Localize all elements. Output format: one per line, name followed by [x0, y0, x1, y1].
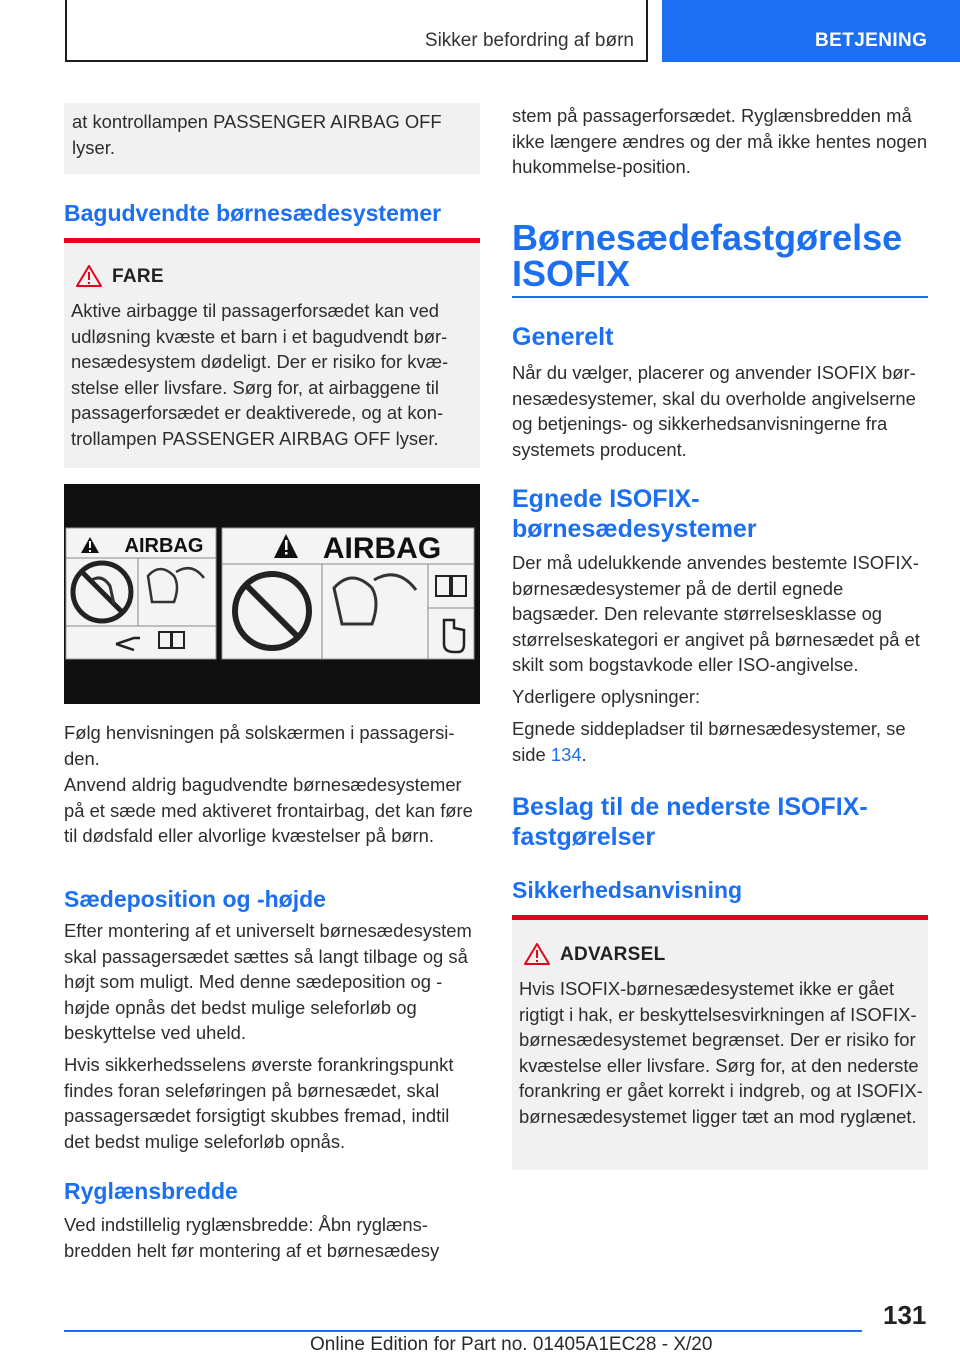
chapter-title: Sikker befordring af børn	[424, 30, 634, 51]
header-chapter-box	[65, 0, 648, 62]
paragraph-reference	[512, 716, 928, 767]
heading-mount-line1: Beslag til de nederste ISOFIX-	[512, 793, 868, 821]
section-title: BETJENING	[815, 30, 928, 51]
heading-mount-line2: fastgørelser	[512, 823, 656, 851]
airbag-label-image	[64, 484, 480, 704]
airbag-label-large-text: AIRBAG	[322, 532, 442, 565]
heading-safety: Sikkerhedsanvisning	[512, 877, 743, 903]
paragraph-position-2: Hvis sikkerhedsselens øverste forankringspunkt findes foran seleføringen på børnesædet, skal passagersædet forsigtigt skubbes fremad, indtil det bedst mulige seleforløb opnås.	[64, 1054, 454, 1152]
danger-text: Aktive airbagge til passagerforsædet kan ved udløsning kvæste et barn i et bagudvendt børnesædesystem dødeligt. Der er risiko for kvæstelse eller livsfare. Sørg for, at airbaggene til passagerforsædet er deaktiverede, og at kontrollampen PASSENGER AIRBAG OFF lyser.	[71, 300, 449, 449]
chapter-heading-line2: ISOFIX	[512, 253, 631, 294]
chapter-heading-rule	[512, 296, 928, 298]
warning-label: ADVARSEL	[560, 944, 666, 965]
warning-text: Hvis ISOFIX-børnesædesystemet ikke er gået rigtigt i hak, er beskyttelsesvirkningen af ISOFIX-børnesædesystemet begrænset. Der er risiko for kvæstelse eller livsfare. Sørg for, at den nederste forankring er gået korrekt i indgreb, og at ISOFIX-børnesædesystemet ligger tæt an mod ryglænet.	[519, 978, 923, 1127]
paragraph-general: Når du vælger, placerer og anvender ISOFIX børnesædesystemer, skal du overholde angivelserne og betjenings- og sikkerhedsanvisningerne fra systemets producent.	[512, 362, 916, 460]
heading-seat-position: Sædeposition og -højde	[64, 886, 326, 912]
warning-box	[512, 920, 928, 1170]
airbag-warning-label-illustration	[64, 484, 480, 704]
danger-label: FARE	[112, 266, 164, 287]
heading-suitable-line2: børnesædesystemer	[512, 515, 757, 543]
paragraph-never: Anvend aldrig bagudvendte børnesædesystemer på et sæde med aktiveret frontairbag, det kan føre til dødsfald eller alvorlige kvæstelser på børn.	[64, 774, 473, 846]
paragraph-backrest: Ved indstillelig ryglænsbredde: Åbn ryglænsbredden helt før montering af et børnesædesy	[64, 1214, 440, 1261]
footer-edition: Online Edition for Part no. 01405A1EC28 - X/20	[310, 1334, 713, 1355]
intro-box	[64, 103, 480, 174]
heading-suitable-line1: Egnede ISOFIX-	[512, 485, 700, 513]
warning-triangle-icon	[524, 943, 550, 965]
page-number: 131	[883, 1300, 927, 1330]
intro-text: at kontrollampen PASSENGER AIRBAG OFF lyser.	[72, 111, 442, 158]
paragraph-position-1: Efter montering af et universelt børnesædesystem skal passagersædet sættes så langt tilbage og så højt som muligt. Med denne sædeposition og -højde opnås det bedst mulige seleforløb og beskyttelse ved uheld.	[64, 920, 472, 1043]
airbag-label-small-text: AIRBAG	[124, 535, 204, 557]
footer-rule	[64, 1330, 862, 1332]
heading-rear-facing: Bagudvendte børnesædesystemer	[64, 200, 442, 226]
paragraph-continued: stem på passagerforsædet. Ryglænsbredden må ikke længere ændres og der må ikke hentes nogen hukommelse-position.	[512, 105, 928, 177]
chapter-heading-line1: Børnesædefastgørelse	[512, 217, 903, 258]
header-section-tab[interactable]	[662, 0, 960, 62]
heading-backrest: Ryglænsbredde	[64, 1178, 238, 1204]
reference-text: Egnede siddepladser til børnesædesystemer, se side	[512, 718, 906, 765]
paragraph-suitable: Der må udelukkende anvendes bestemte ISOFIX-børnesædesystemer på de dertil egnede bagsæder. Den relevante størrelsesklasse og størrelseskategori er angivet på børnesædet på et skilt som bogstavkode eller ISO-angivelse.	[512, 552, 920, 675]
paragraph-more-info: Yderligere oplysninger:	[512, 686, 701, 707]
danger-box	[64, 243, 480, 468]
paragraph-follow: Følg henvisningen på solskærmen i passagersiden.	[64, 722, 455, 769]
page-reference-link[interactable]: 134	[550, 743, 582, 765]
heading-general: Generelt	[512, 323, 614, 351]
reference-end: .	[581, 743, 587, 765]
warning-triangle-icon	[76, 265, 102, 287]
